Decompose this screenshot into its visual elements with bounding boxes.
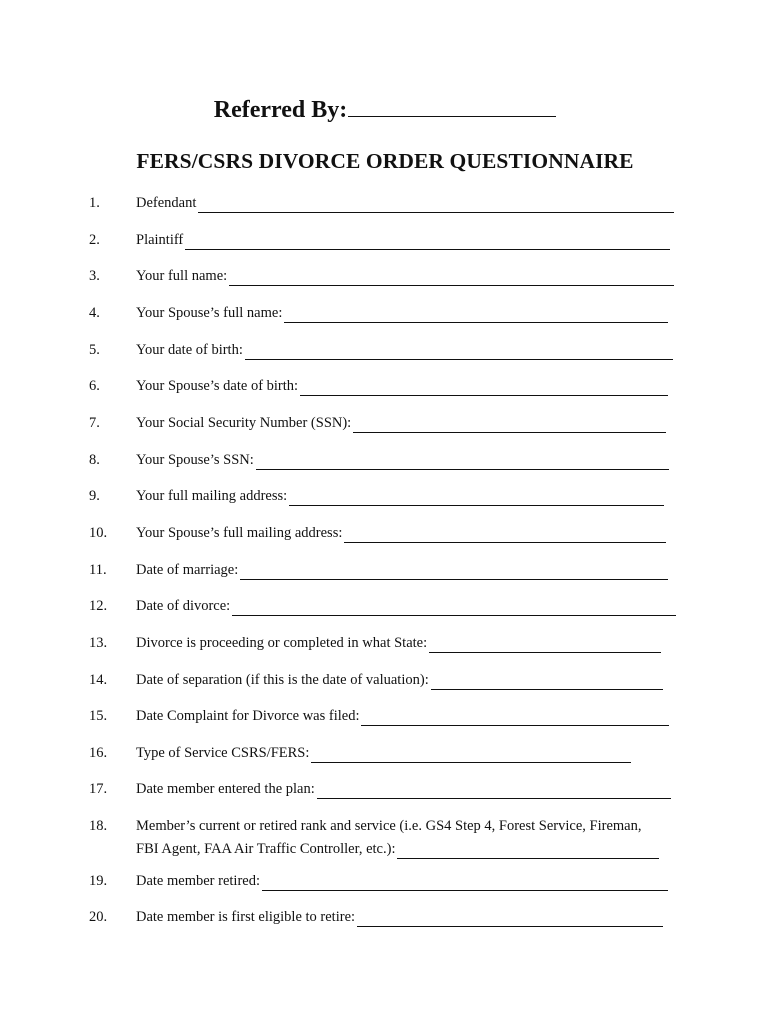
question-number: 15. <box>89 708 108 724</box>
question-16 <box>0 743 770 767</box>
full-name-field[interactable] <box>229 269 674 286</box>
date-of-marriage-field[interactable] <box>240 563 668 580</box>
rank-and-service-field[interactable] <box>397 842 659 859</box>
page-title: FERS/CSRS DIVORCE ORDER QUESTIONNAIRE <box>136 149 634 173</box>
question-9 <box>0 486 770 510</box>
question-label: Your Spouse’s date of birth: <box>136 378 299 394</box>
question-label: Your Spouse’s SSN: <box>136 452 254 468</box>
date-of-birth-field[interactable] <box>245 343 673 360</box>
spouse-date-of-birth-field[interactable] <box>300 379 668 396</box>
referred-by-field[interactable] <box>348 96 556 117</box>
question-number: 1. <box>89 195 100 211</box>
question-18 <box>0 816 770 864</box>
question-2 <box>0 230 770 254</box>
retirement-eligibility-date-field[interactable] <box>357 910 663 927</box>
question-6 <box>0 376 770 400</box>
question-number: 19. <box>89 873 108 889</box>
question-3 <box>0 266 770 290</box>
question-19 <box>0 871 770 895</box>
question-label: Member’s current or retired rank and service (i.e. GS4 Step 4, Forest Service, Fireman, <box>136 818 642 834</box>
plaintiff-field[interactable] <box>185 233 670 250</box>
ssn-field[interactable] <box>353 416 666 433</box>
question-label: Type of Service CSRS/FERS: <box>136 745 310 761</box>
question-label: Date member is first eligible to retire: <box>136 909 356 925</box>
question-13 <box>0 633 770 657</box>
question-label: Defendant <box>136 195 197 211</box>
question-12 <box>0 596 770 620</box>
question-label: Your full mailing address: <box>136 488 288 504</box>
question-label: Plaintiff <box>136 232 184 248</box>
question-number: 2. <box>89 232 100 248</box>
question-label: Your full name: <box>136 268 228 284</box>
question-number: 13. <box>89 635 108 651</box>
divorce-state-field[interactable] <box>429 636 661 653</box>
question-label-continued: FBI Agent, FAA Air Traffic Controller, etc.): <box>136 841 396 857</box>
question-number: 20. <box>89 909 108 925</box>
question-8 <box>0 450 770 474</box>
spouse-mailing-address-field[interactable] <box>344 526 666 543</box>
question-label: Date member retired: <box>136 873 260 889</box>
question-number: 12. <box>89 598 108 614</box>
question-number: 7. <box>89 415 100 431</box>
question-1 <box>0 193 770 217</box>
plan-entry-date-field[interactable] <box>317 782 671 799</box>
spouse-ssn-field[interactable] <box>256 453 669 470</box>
question-number: 9. <box>89 488 100 504</box>
service-type-field[interactable] <box>311 746 631 763</box>
spouse-full-name-field[interactable] <box>284 306 668 323</box>
question-label: Your date of birth: <box>136 342 243 358</box>
retirement-date-field[interactable] <box>262 874 668 891</box>
question-label: Date of divorce: <box>136 598 231 614</box>
question-15 <box>0 706 770 730</box>
complaint-filed-date-field[interactable] <box>361 709 669 726</box>
question-label: Your Spouse’s full mailing address: <box>136 525 343 541</box>
question-number: 5. <box>89 342 100 358</box>
question-label: Date Complaint for Divorce was filed: <box>136 708 360 724</box>
question-20 <box>0 907 770 931</box>
question-number: 4. <box>89 305 100 321</box>
question-17 <box>0 779 770 803</box>
question-5 <box>0 340 770 364</box>
mailing-address-field[interactable] <box>289 489 664 506</box>
question-label: Date member entered the plan: <box>136 781 315 797</box>
question-14 <box>0 670 770 694</box>
referred-by-label: Referred By: <box>213 97 348 123</box>
question-number: 16. <box>89 745 108 761</box>
question-number: 10. <box>89 525 108 541</box>
question-number: 18. <box>89 818 108 834</box>
date-of-separation-field[interactable] <box>431 673 663 690</box>
question-number: 3. <box>89 268 100 284</box>
question-number: 6. <box>89 378 100 394</box>
question-number: 11. <box>89 562 107 578</box>
question-4 <box>0 303 770 327</box>
question-number: 14. <box>89 672 108 688</box>
date-of-divorce-field[interactable] <box>232 599 676 616</box>
defendant-field[interactable] <box>198 196 674 213</box>
question-10 <box>0 523 770 547</box>
referred-by <box>0 96 770 124</box>
question-label: Your Social Security Number (SSN): <box>136 415 352 431</box>
question-number: 17. <box>89 781 108 797</box>
question-11 <box>0 560 770 584</box>
question-label: Date of marriage: <box>136 562 239 578</box>
question-label: Divorce is proceeding or completed in what State: <box>136 635 428 651</box>
question-7 <box>0 413 770 437</box>
question-number: 8. <box>89 452 100 468</box>
question-label: Your Spouse’s full name: <box>136 305 283 321</box>
question-label: Date of separation (if this is the date of valuation): <box>136 672 429 688</box>
